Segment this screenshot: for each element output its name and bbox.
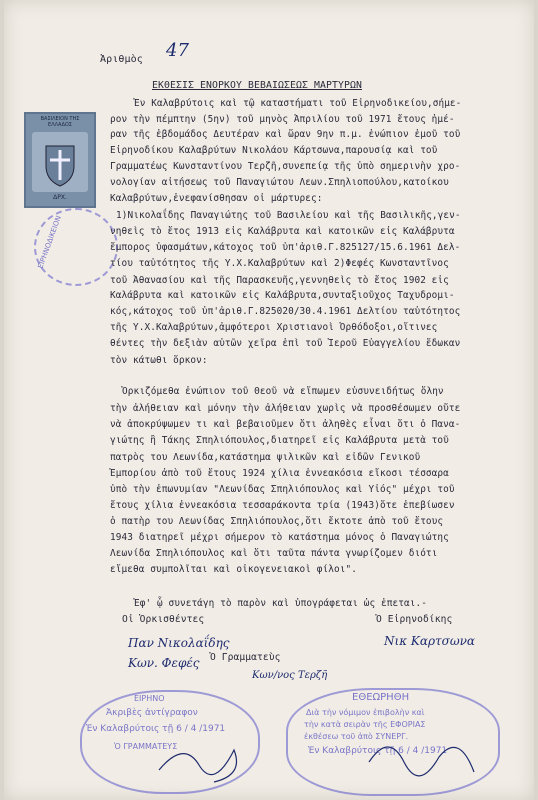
body-line: Εἰρηνοδίκου Καλαβρύτων Νικολάου Κάρτσωνα,παρουσίᾳ καὶ τοῦ	[110, 145, 438, 156]
body-line: ὁ πατὴρ του Λεωνίδας Σπηλιόπουλος,ὅτι ἔκτοτε ἀπὸ τοῦ ἔτους	[110, 516, 444, 527]
body-line: 1)Νικολαΐδης Παναγιώτης τοῦ Βασιλείου καὶ τῆς Βασιλικῆς,γεν-	[116, 210, 461, 221]
body-line: τὸν κάτωθι ὅρκον:	[110, 355, 208, 366]
body-line: ἔμπορος ὑφασμάτων,κάτοχος τοῦ ὑπ'ἀριθ.Γ.825127/15.6.1961 Δελ-	[110, 242, 461, 253]
body-line: 1943 διατηρεῖ μέχρι σήμερον τὸ κατάστημα μόνος ὁ Παναγιώτης	[110, 532, 449, 543]
body-line: Λεωνίδα Σπηλιόπουλος καὶ ὅτι ταῦτα πάντα γνωρίζομεν διότι	[110, 548, 438, 559]
body-line: κός,κάτοχος τοῦ ὑπ'ἀριθ.Γ.825020/30.4.1961 Δελτίου ταὐτότητος	[110, 306, 461, 317]
approval-stamp-line3: τὴν κατὰ σειρὰν τῆς ΕΦΟΡΙΑΣ	[304, 720, 426, 729]
document-title: ΕΚΘΕΣΙΣ ΕΝΟΡΚΟΥ ΒΕΒΑΙΩΣΕΩΣ ΜΑΡΤΥΡΩΝ	[152, 80, 362, 91]
body-line: εἴμεθα συμπολῖται καὶ οἰκογενειακοὶ φίλοι".	[110, 564, 358, 575]
body-line: Γραμματέως Κωνσταντίνου Τερζῆ,συνεπείᾳ τῆς ὑπὸ σημερινὴν χρο-	[110, 161, 461, 172]
approval-stamp-line2: Διὰ τὴν νόμιμον ἐπιβολὴν καὶ	[306, 708, 425, 717]
copy-stamp-line1: ΕΙΡΗΝΟ	[134, 694, 165, 703]
body-line: τῆς Υ.Χ.Καλαβρύτων,ἀμφότεροι Χριστιανοὶ Ὀρθόδοξοι,οἵτινες	[110, 322, 438, 333]
body-line: Ἐφ' ᾧ συνετάγη τὸ παρὸν καὶ ὑπογράφεται ὡς ἑπεται.-	[134, 598, 427, 609]
body-line: ραν τῆς ἑβδομάδος Δευτέραν καὶ ὥραν 9ην π.μ. ἐνώπιον ἐμοῦ τοῦ	[110, 129, 461, 140]
judge-label: Ὁ Εἰρηνοδίκης	[376, 614, 453, 625]
approval-stamp-line5: Ἐν Καλαβρύτοις τῇ 6 / 4 /1971	[308, 746, 448, 756]
number-label: Ἀριθμὸς	[100, 54, 143, 65]
body-line: Καλάβρυτα καὶ κατοικῶν εἰς Καλάβρυτα,συνταξιοῦχος Ταχυδρομι-	[110, 290, 455, 301]
body-line: πατρὸς του Λεωνίδα,κατάστημα ψιλικῶν καὶ εἰδῶν Γενικοῦ	[110, 452, 421, 463]
clerk-label: Ὁ Γραμματεὺς	[210, 652, 281, 663]
body-line: Καλαβρύτων,ἐνεφανίσθησαν οἱ μάρτυρες:	[110, 193, 323, 204]
revenue-stamp-bottom: ΔΡΧ.	[53, 194, 67, 201]
body-line: ἔτους χίλια ἐννεακόσια τεσσαράκοντα τρία (1943)ὅτε ἐπεβίωσεν	[110, 500, 455, 511]
body-line: ὑπὸ τὴν ἐπωνυμίαν "Λεωνίδας Σπηλιόπουλος καὶ Υἱός" μέχρι τοῦ	[110, 484, 455, 495]
copy-stamp-line2: Ἀκριβὲς ἀντίγραφον	[106, 708, 198, 718]
revenue-stamp	[24, 112, 96, 208]
document-page	[4, 0, 534, 800]
approval-stamp-line4: ἐκθέσεω τοῦ ἀπὸ ΣΥΝΕΡΓ.	[304, 732, 409, 741]
body-line: τίου ταὐτότητος τῆς Υ.Χ.Καλαβρύτων καὶ 2)Φεφές Κωνσταντῖνος	[110, 258, 449, 269]
body-line: Ὁρκιζόμεθα ἐνώπιον τοῦ Θεοῦ νὰ εἴπωμεν εὐσυνειδήτως ὅλην	[122, 386, 444, 397]
document-number: 47	[166, 40, 189, 61]
stamp-signature-left	[154, 720, 254, 790]
body-line: τὴν ἀλήθειαν καὶ μόνην τὴν ἀλήθειαν χωρὶς νὰ προσθέσωμεν οὔτε	[110, 403, 461, 414]
copy-stamp-line4: Ὁ ΓΡΑΜΜΑΤΕΥΣ	[114, 742, 178, 751]
coat-of-arms-icon	[32, 132, 88, 192]
body-line: γιώτης ἢ Τάκης Σπηλιόπουλος,διατηρεῖ εἰς Καλάβρυτα μετὰ τοῦ	[110, 435, 449, 446]
clerk-signature: Κων/νος Τερζῆ	[252, 670, 328, 681]
witness2-signature: Κων. Φεφές	[128, 656, 200, 670]
judge-signature: Νικ Καρτσωνα	[384, 634, 476, 648]
body-line: Ἐν Καλαβρύτοις καὶ τῷ καταστήματι τοῦ Εἰρηνοδικείου,σήμε-	[134, 98, 462, 109]
body-line: νηθεὶς τὸ ἔτος 1913 εἰς Καλάβρυτα καὶ κατοικῶν εἰς Καλάβρυτα	[110, 226, 455, 237]
stamp-signature-right	[364, 722, 484, 792]
witnesses-label: Οἱ Ὁρκισθέντες	[122, 614, 205, 625]
witness1-signature: Παν Νικολαΐδης	[128, 636, 230, 650]
seal-stamp-left-text: ΕΙΡΗΝΟΔΙΚΕΙΟΝ	[36, 214, 63, 270]
approval-stamp-line1: ΕΘΕΩΡΗΘΗ	[352, 692, 410, 703]
copy-stamp-line3: Ἐν Καλαβρύτοις τῇ 6 / 4 /1971	[86, 724, 226, 734]
body-line: Ἐμπορίου ἀπὸ τοῦ ἔτους 1924 χίλια ἐννεακόσια εἴκοσι τέσσαρα	[110, 468, 449, 479]
body-line: τοῦ Ἀθανασίου καὶ τῆς Παρασκευῆς,γεννηθεὶς τὸ ἔτος 1902 εἰς	[110, 275, 449, 286]
body-line: θέντες τὴν δεξιὰν αὐτῶν χεῖρα ἐπὶ τοῦ Ἱεροῦ Εὐαγγελίου ἔδωκαν	[110, 338, 461, 349]
body-line: νὰ ἀποκρύψωμεν τι καὶ βεβαιοῦμεν ὅτι ἀληθὲς εἶναι ὅτι ὁ Πανα-	[110, 419, 461, 430]
body-line: ρον τὴν πέμπτην (5ην) τοῦ μηνὸς Ἀπριλίου τοῦ 1971 ἔτους ἡμέ-	[110, 114, 455, 125]
revenue-stamp-top: ΒΑΣΙΛΕΙΟΝ ΤΗΣ ΕΛΛΑΔΟΣ	[40, 116, 80, 128]
body-line: νολογίαν αἰτήσεως τοῦ Παναγιώτου Λεων.Σπηλιοπούλου,κατοίκου	[110, 177, 449, 188]
